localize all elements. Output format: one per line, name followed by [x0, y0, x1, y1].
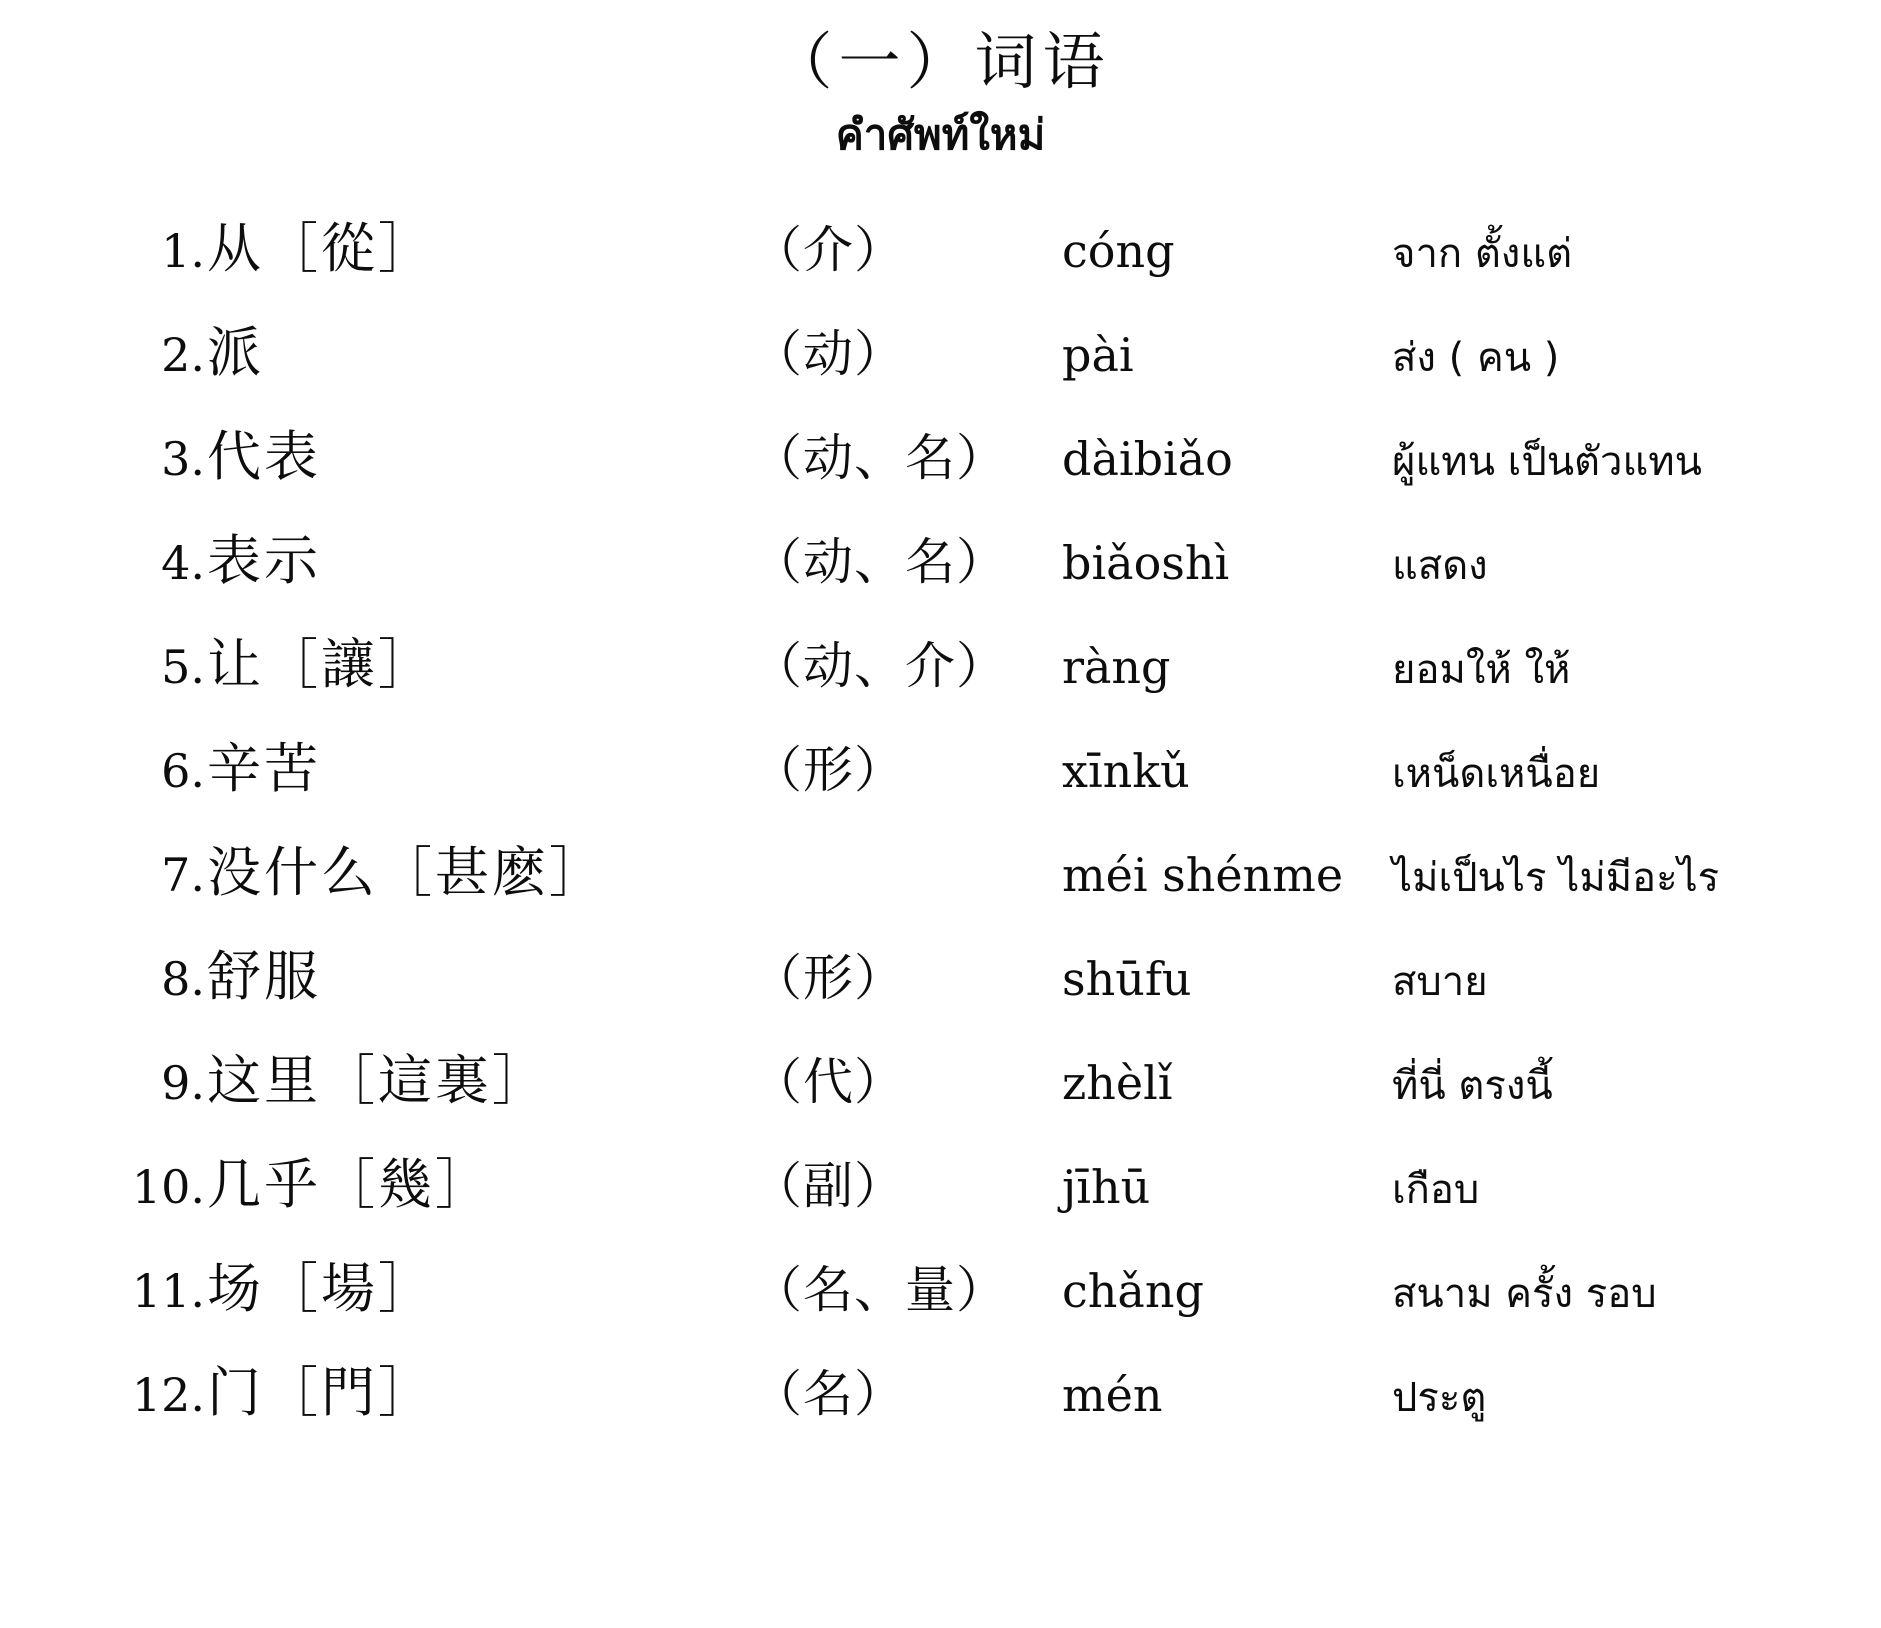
entry-part-of-speech: （介） — [752, 220, 905, 279]
entry-word: 舒服 — [207, 944, 321, 1008]
entry-part-of-speech: （动、介） — [752, 636, 1007, 695]
document-page — [0, 26, 1881, 1628]
entry-thai-gloss: ไม่เป็นไร ไม่มีอะไร — [1392, 854, 1720, 901]
vocabulary-row — [0, 1038, 1881, 1142]
vocabulary-row — [0, 206, 1881, 310]
entry-index: 3. — [161, 431, 205, 486]
vocabulary-row — [0, 726, 1881, 830]
entry-thai-gloss: ส่ง ( คน ) — [1392, 334, 1560, 381]
entry-part-of-speech: （代） — [752, 1052, 905, 1111]
vocabulary-row — [0, 830, 1881, 934]
entry-index: 8. — [161, 951, 205, 1006]
entry-index: 5. — [161, 639, 205, 694]
entry-pinyin: chǎng — [1062, 1263, 1204, 1318]
entry-word: 从［從］ — [207, 216, 435, 280]
entry-word: 几乎［幾］ — [207, 1152, 492, 1216]
entry-index: 10. — [131, 1159, 205, 1214]
entry-part-of-speech: （名） — [752, 1364, 905, 1423]
entry-thai-gloss: ยอมให้ ให้ — [1392, 646, 1571, 693]
entry-word: 场［場］ — [207, 1256, 435, 1320]
entry-pinyin: mén — [1062, 1367, 1163, 1422]
entry-index: 1. — [161, 223, 205, 278]
entry-thai-gloss: สนาม ครั้ง รอบ — [1392, 1270, 1657, 1317]
entry-pinyin: jīhū — [1062, 1159, 1151, 1214]
entry-word: 没什么［甚麽］ — [207, 840, 606, 904]
entry-index: 6. — [161, 743, 205, 798]
entry-word: 表示 — [207, 528, 321, 592]
entry-pinyin: méi shénme — [1062, 847, 1344, 902]
entry-word: 辛苦 — [207, 736, 321, 800]
entry-pinyin: dàibiǎo — [1062, 431, 1233, 486]
entry-pinyin: biǎoshì — [1062, 535, 1230, 590]
entry-word: 门［門］ — [207, 1360, 435, 1424]
entry-pinyin: shūfu — [1062, 951, 1192, 1006]
entry-index: 4. — [161, 535, 205, 590]
entry-part-of-speech: （动、名） — [752, 532, 1007, 591]
entry-pinyin: cóng — [1062, 223, 1175, 278]
vocabulary-row — [0, 1142, 1881, 1246]
entry-index: 9. — [161, 1055, 205, 1110]
entry-thai-gloss: ผู้แทน เป็นตัวแทน — [1392, 438, 1702, 485]
entry-index: 2. — [161, 327, 205, 382]
entry-index: 11. — [131, 1263, 205, 1318]
page-title-thai: คำศัพท์ใหม่ — [835, 110, 1046, 160]
entry-thai-gloss: ประตู — [1392, 1374, 1487, 1421]
entry-pinyin: pài — [1062, 327, 1134, 382]
vocabulary-row — [0, 1246, 1881, 1350]
page-title-chinese: （一）词语 — [770, 25, 1111, 98]
entry-pinyin: ràng — [1062, 639, 1171, 694]
entry-word: 这里［這裏］ — [207, 1048, 549, 1112]
vocabulary-row — [0, 622, 1881, 726]
entry-index: 7. — [161, 847, 205, 902]
entry-part-of-speech: （名、量） — [752, 1260, 1007, 1319]
entry-thai-gloss: ที่นี่ ตรงนี้ — [1392, 1062, 1553, 1109]
entry-part-of-speech: （动） — [752, 324, 905, 383]
entry-thai-gloss: เหน็ดเหนื่อย — [1392, 750, 1601, 797]
entry-thai-gloss: เกือบ — [1392, 1166, 1480, 1213]
vocabulary-list — [0, 206, 1881, 1454]
vocabulary-row — [0, 934, 1881, 1038]
entry-thai-gloss: แสดง — [1392, 542, 1488, 589]
entry-thai-gloss: จาก ตั้งแต่ — [1392, 230, 1573, 277]
entry-pinyin: zhèlǐ — [1062, 1055, 1173, 1110]
entry-part-of-speech: （副） — [752, 1156, 905, 1215]
vocabulary-row — [0, 1350, 1881, 1454]
entry-index: 12. — [131, 1367, 205, 1422]
vocabulary-row — [0, 414, 1881, 518]
vocabulary-row — [0, 310, 1881, 414]
entry-word: 让［讓］ — [207, 632, 435, 696]
entry-part-of-speech: （形） — [752, 948, 905, 1007]
entry-pinyin: xīnkǔ — [1062, 743, 1190, 798]
entry-word: 派 — [207, 320, 264, 384]
entry-part-of-speech: （动、名） — [752, 428, 1007, 487]
entry-part-of-speech: （形） — [752, 740, 905, 799]
vocabulary-row — [0, 518, 1881, 622]
entry-thai-gloss: สบาย — [1392, 958, 1488, 1005]
entry-word: 代表 — [207, 424, 321, 488]
title-block — [0, 26, 1881, 160]
